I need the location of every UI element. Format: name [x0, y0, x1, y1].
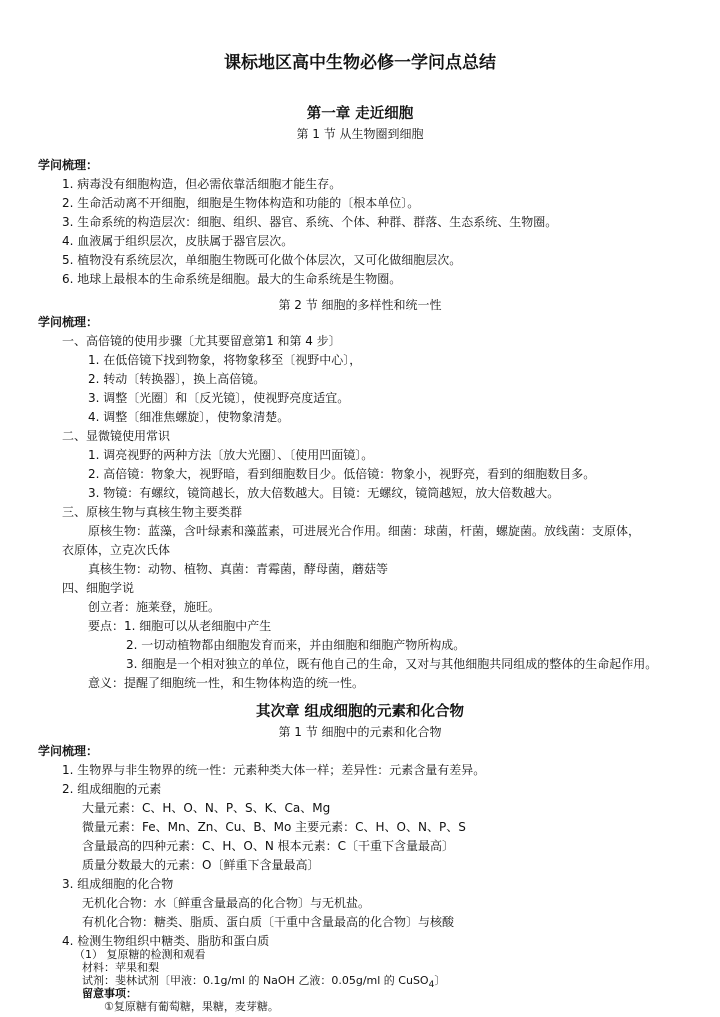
list-item: 1. 病毒没有细胞构造，但必需依靠活细胞才能生存。 — [62, 177, 342, 191]
list-item: 1. 在低倍镜下找到物象，将物象移至〔视野中心〕， — [88, 353, 362, 367]
document-title: 课标地区高中生物必修一学问点总结 — [224, 53, 496, 73]
knowledge-summary-label: 学问梳理： — [38, 315, 99, 329]
paragraph: ①复原糖有葡萄糖，果糖，麦芽糖。 — [104, 1000, 279, 1013]
list-item: 1. 调亮视野的两种方法〔放大光圈〕、〔使用凹面镜〕。 — [88, 448, 374, 462]
paragraph: 微量元素：Fe、Mn、Zn、Cu、B、Mo 主要元素：C、H、O、N、P、S — [82, 820, 466, 834]
list-item: 2. 转动〔转换器〕，换上高倍镜。 — [88, 372, 266, 386]
list-item: 6. 地球上最根本的生命系统是细胞。最大的生命系统是生物圈。 — [62, 272, 402, 286]
chapter-1-section-2: 第 2 节 细胞的多样性和统一性 — [278, 298, 442, 312]
paragraph: 要点：1. 细胞可以从老细胞中产生 — [88, 619, 272, 633]
list-item: 3. 组成细胞的化合物 — [62, 877, 174, 891]
list-item: 3. 生命系统的构造层次：细胞、组织、器官、系统、个体、种群、群落、生态系统、生物圈。 — [62, 215, 558, 229]
subheading: 四、细胞学说 — [62, 581, 135, 595]
paragraph: 材料：苹果和梨 — [82, 961, 159, 974]
paragraph: 大量元素：C、H、O、N、P、S、K、Ca、Mg — [82, 801, 331, 815]
subscript: 4 — [428, 980, 435, 991]
reagent-end: 〕 — [434, 974, 446, 987]
reagent-text: 试剂：斐林试剂〔甲液：0.1g/ml 的 NaOH 乙液：0.05g/ml 的 CuSO — [82, 974, 429, 987]
list-item: 2. 生命活动离不开细胞，细胞是生物体构造和功能的〔根本单位〕。 — [62, 196, 420, 210]
paragraph: 质量分数最大的元素：O〔鲜重下含量最高〕 — [82, 858, 320, 872]
list-item: 1. 生物界与非生物界的统一性：元素种类大体一样；差异性：元素含量有差异。 — [62, 763, 486, 777]
list-item: 2. 高倍镜：物象大，视野暗，看到细胞数目少。低倍镜：物象小，视野亮，看到的细胞数目多。 — [88, 467, 596, 481]
notes-label: 留意事项： — [82, 987, 137, 1000]
list-item: 4. 检测生物组织中糖类、脂肪和蛋白质 — [62, 934, 270, 948]
list-item: 3. 调整〔光圈〕和〔反光镜〕，使视野亮度适宜。 — [88, 391, 350, 405]
subheading: 一、高倍镜的使用步骤〔尤其要留意第1 和第 4 步〕 — [62, 334, 341, 348]
list-item: 3. 细胞是一个相对独立的单位，既有他自己的生命，又对与其他细胞共同组成的整体的生命起作用。 — [126, 657, 658, 671]
subheading: 二、显微镜使用常识 — [62, 429, 171, 443]
list-item: 3. 物镜：有螺纹，镜筒越长，放大倍数越大。目镜：无螺纹，镜筒越短，放大倍数越大。 — [88, 486, 560, 500]
paragraph: 有机化合物：糖类、脂质、蛋白质〔干重中含量最高的化合物〕与核酸 — [82, 915, 455, 929]
list-item: 2. 一切动植物都由细胞发育而来，并由细胞和细胞产物所构成。 — [126, 638, 466, 652]
paragraph: 原核生物：蓝藻，含叶绿素和藻蓝素，可进展光合作用。细菌：球菌，杆菌，螺旋菌。放线菌：支原体， — [88, 524, 641, 538]
chapter-2-section-1: 第 1 节 细胞中的元素和化合物 — [278, 725, 442, 739]
paragraph: 意义：提醒了细胞统一性，和生物体构造的统一性。 — [88, 676, 365, 690]
chapter-1-heading: 第一章 走近细胞 — [306, 106, 414, 122]
knowledge-summary-label: 学问梳理： — [38, 744, 99, 758]
list-item: 4. 血液属于组织层次，皮肤属于器官层次。 — [62, 234, 294, 248]
list-item: 5. 植物没有系统层次，单细胞生物既可化做个体层次，又可化做细胞层次。 — [62, 253, 462, 267]
list-item: 4. 调整〔细准焦螺旋〕，使物象清楚。 — [88, 410, 290, 424]
paragraph: 无机化合物：水〔鲜重含量最高的化合物〕与无机盐。 — [82, 896, 371, 910]
subheading: （1） 复原糖的检测和观看 — [74, 948, 206, 961]
list-item: 2. 组成细胞的元素 — [62, 782, 162, 796]
chapter-1-section-1: 第 1 节 从生物圈到细胞 — [296, 127, 424, 141]
paragraph: 含量最高的四种元素：C、H、O、N 根本元素：C〔干重下含量最高〕 — [82, 839, 455, 853]
paragraph: 创立者：施莱登，施旺。 — [88, 600, 221, 614]
paragraph: 衣原体，立克次氏体 — [62, 543, 171, 557]
subheading: 三、原核生物与真核生物主要类群 — [62, 505, 243, 519]
knowledge-summary-label: 学问梳理： — [38, 158, 99, 172]
paragraph: 真核生物：动物、植物、真菌：青霉菌，酵母菌，蘑菇等 — [88, 562, 389, 576]
chapter-2-heading: 其次章 组成细胞的元素和化合物 — [255, 704, 465, 720]
